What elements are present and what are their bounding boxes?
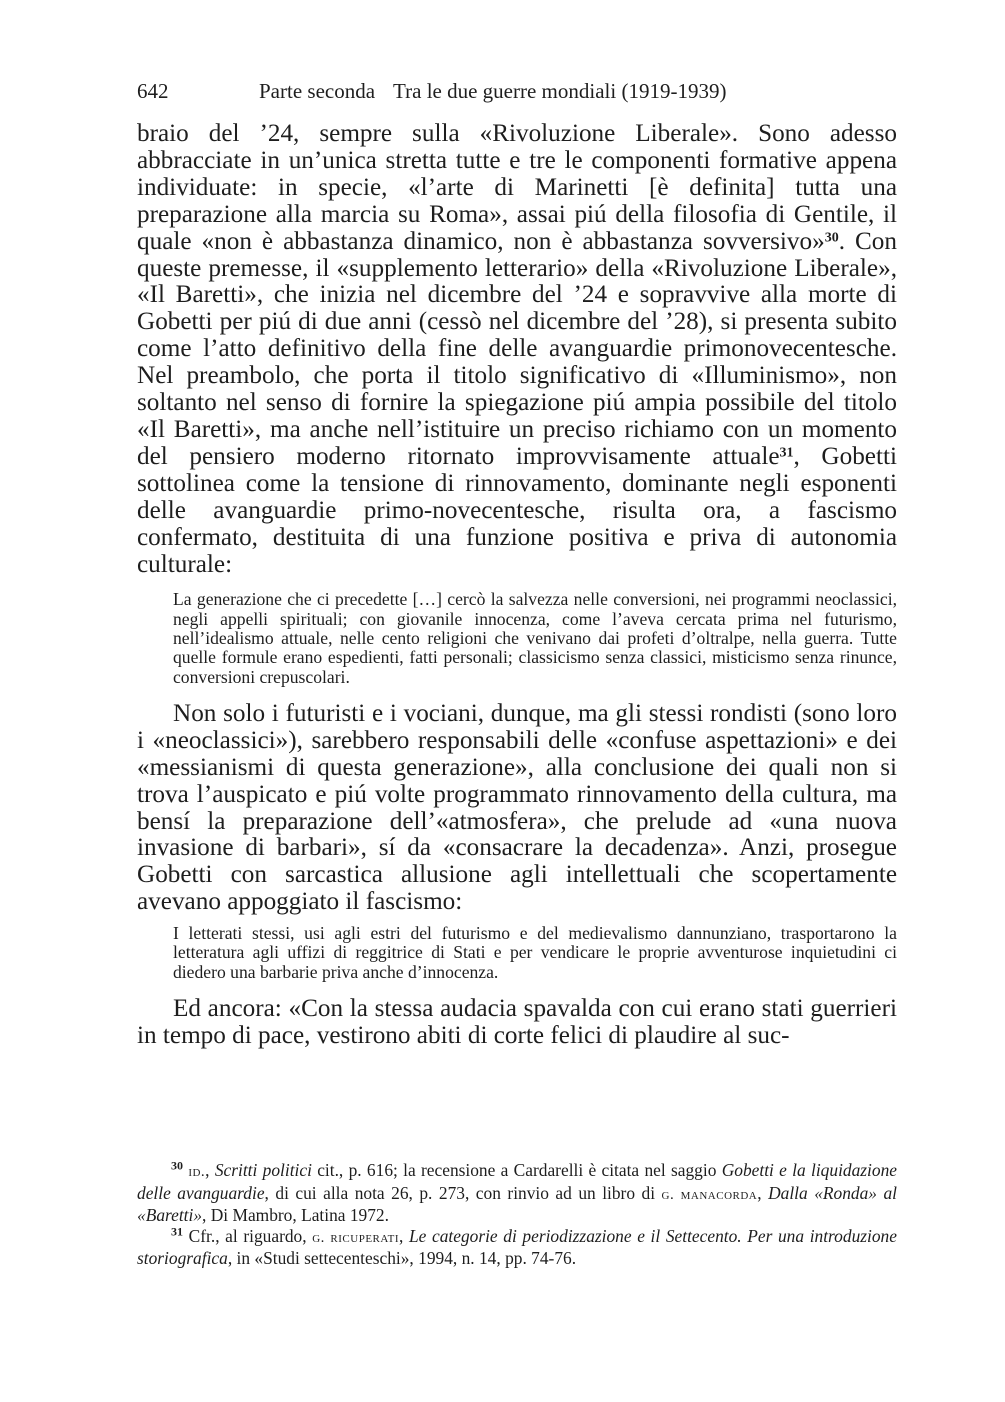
footnote-author: g. ricuperati (312, 1229, 399, 1246)
footnote-author: g. manacorda (661, 1186, 758, 1203)
footnote-ref-31[interactable]: 31 (779, 445, 794, 461)
main-text (137, 121, 897, 1050)
footnote-work: Gobetti e la liquidazione delle avanguardie (137, 1160, 897, 1203)
page-number: 642 (137, 79, 169, 103)
footnote-author: id. (188, 1164, 206, 1180)
footnote-text: Cfr., al riguardo, (188, 1225, 313, 1246)
footnote-text: , in «Studi settecenteschi», 1994, n. 14, pp. 74-76. (227, 1248, 577, 1268)
footnote-work: Scritti politici (214, 1160, 312, 1180)
footnote-work: Le categorie di periodizzazione e il Settecento. Per una introduzione storiografica (137, 1225, 897, 1268)
footnote-text: , (757, 1182, 769, 1203)
footnote-number: 31 (171, 1223, 183, 1238)
chapter-title: Tra le due guerre mondiali (1919-1939) (393, 79, 727, 103)
running-head (137, 78, 897, 104)
paragraph-2: Non solo i futuristi e i vociani, dunque, ma gli stessi rondisti (sono loro i «neoclassici»), sarebbero responsabili delle «confuse aspettazioni» e dei «messianismi di questa generazione», alla conclusione dei quali non si trova l’auspicato e piú volte programmato rinnovamento della cultura, ma bensí la preparazione dell’«atmosfera», che prelude ad «una nuova invasione di barbari», sí da «consacrare la decadenza». Anzi, prosegue Gobetti con sarcastica allusione agli intellettuali che scopertamente avevano appoggiato il fascismo: (137, 699, 897, 916)
block-quote-2: I letterati stessi, usi agli estri del futurismo e del medievalismo dannunziano, trasportarono la letteratura agli uffizi di reggitrice di Stati e per vendicare le proprie avventurose inquietudini ci diedero una barbarie priva anche d’innocenza. (173, 923, 897, 982)
footnote-30: $^{30}$ id., Scritti politici cit., p. 616; la recensione a Cardarelli è citata nel saggio Gobetti e la liquidazione delle avanguardie, di cui alla nota 26, p. 273, con rinvio ad un libro di g. manacorda, Dalla «Ronda» al «Baretti», Di Mambro, Latina 1972. (137, 1158, 897, 1225)
paragraph-1 (137, 121, 897, 578)
footnotes (137, 1160, 897, 1269)
footnote-number: 30 (171, 1158, 183, 1173)
footnote-text: cit., p. 616; la recensione a Cardarelli è citata nel saggio (311, 1160, 722, 1180)
footnote-text: , di cui alla nota 26, p. 273, con rinvio ad un libro di (264, 1182, 662, 1203)
footnote-ref-30[interactable]: 30 (824, 229, 839, 245)
footnote-work: Dalla «Ronda» al «Baretti» (137, 1182, 897, 1225)
paragraph-1-part-c: , Gobetti sottolinea come la tensione di rinnovamento, dominante negli esponenti delle avanguardie primo-novecentesche, risulta ora, a fascismo confermato, destituita di una funzione positiva e priva di autonomia culturale: (137, 442, 897, 578)
paragraph-3: Ed ancora: «Con la stessa audacia spavalda con cui erano stati guerrieri in tempo di pace, vestirono abiti di corte felici di plaudire al suc- (137, 995, 897, 1049)
part-label: Parte seconda (259, 79, 376, 103)
footnote-text: , (399, 1225, 409, 1246)
paragraph-1-part-b: . Con queste premesse, il «supplemento letterario» della «Rivoluzione Liberale», «Il Baretti», che inizia nel dicembre del ’24 e sopravvive alla morte di Gobetti per piú di due anni (cessò nel dicembre del ’28), si presenta subito come l’atto definitivo della fine delle avanguardie primonovecentesche. Nel preambolo, che porta il titolo significativo di «Illuminismo», non soltanto nel senso di fornire la spiegazione piú ampia possibile del titolo «Il Baretti», ma anche nell’istituire un preciso richiamo con un momento del pensiero moderno ritornato improvvisamente attuale (137, 227, 897, 470)
block-quote-1: La generazione che ci precedette […] cercò la salvezza nelle conversioni, nei programmi neoclassici, negli appelli spirituali; con giovanile innocenza, come l’aveva cercata prima nel futurismo, nell’idealismo attuale, nelle cento religioni che venivano dai profeti d’oltralpe, nella guerra. Tutte quelle formule erano espedienti, fatti personali; classicismo senza classici, misticismo senza rinunce, conversioni crepuscolari. (173, 589, 897, 687)
footnote-text: , Di Mambro, Latina 1972. (202, 1205, 389, 1225)
footnote-31 (137, 1223, 897, 1269)
paragraph-1-part-a: braio del ’24, sempre sulla «Rivoluzione Liberale». Sono adesso abbracciate in un’unica stretta tutte e tre le componenti formative appena individuate: in specie, «l’arte di Marinetti [è definita] tutta una preparazione alla marcia su Roma», assai piú della filosofia di Gentile, il quale «non è abbastanza dinamico, non è abbastanza sovversivo» (137, 120, 897, 255)
